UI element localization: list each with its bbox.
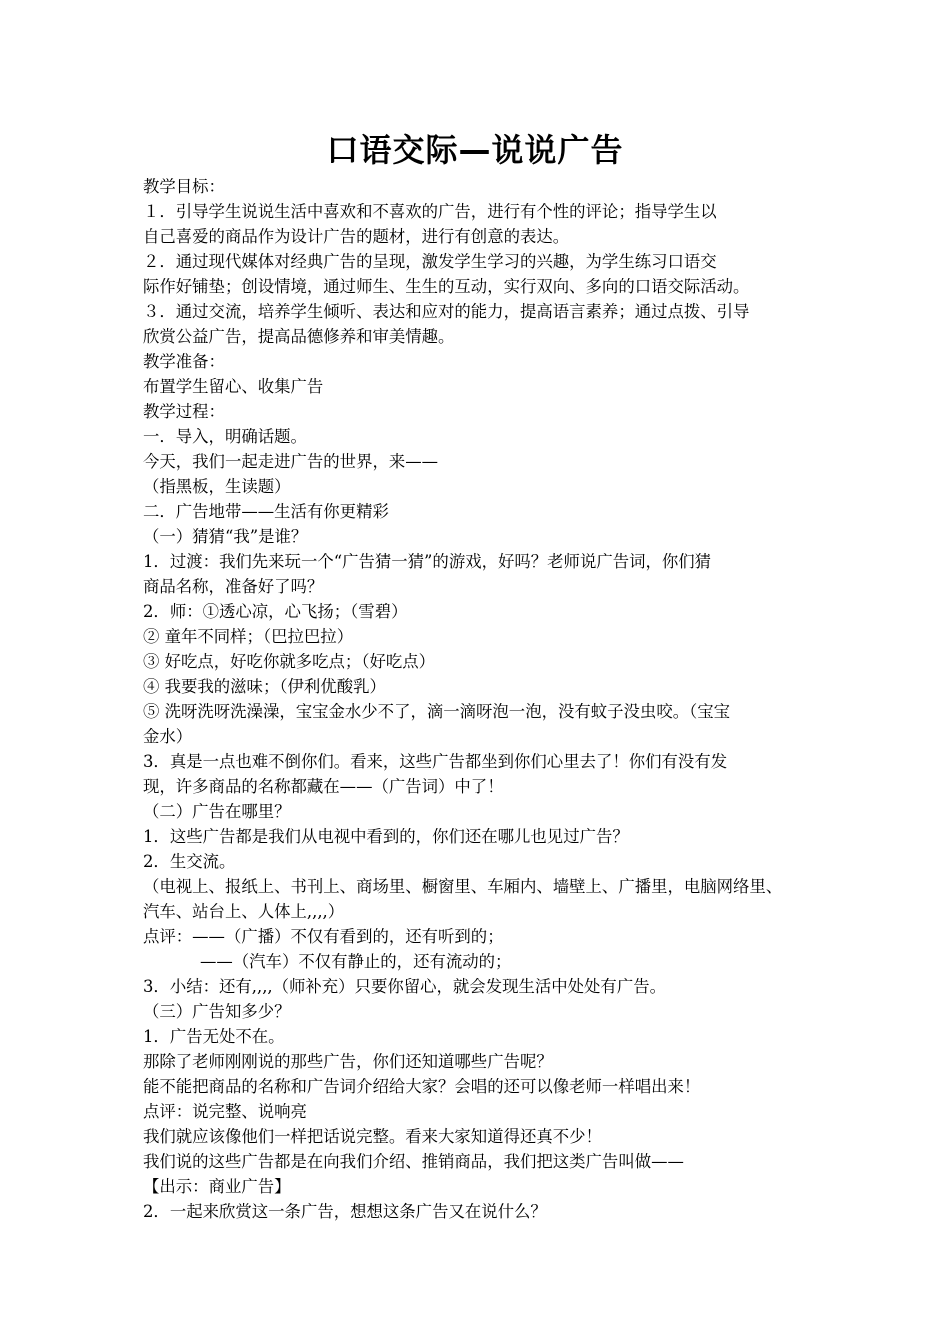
text-line: 欣赏公益广告，提高品德修养和审美情趣。 xyxy=(143,327,455,346)
text-line: 今天，我们一起走进广告的世界，来—— xyxy=(143,452,439,471)
text-line: ３．通过交流，培养学生倾听、表达和应对的能力，提高语言素养；通过点拨、引导 xyxy=(143,302,750,321)
text-line: 一．导入，明确话题。 xyxy=(143,427,307,446)
page-title: 口语交际—说说广告 xyxy=(326,131,624,169)
text-line: 教学过程： xyxy=(143,402,225,421)
text-line: 教学目标： xyxy=(143,177,225,196)
text-line: 二．广告地带——生活有你更精彩 xyxy=(143,502,389,521)
text-line: 1．过渡：我们先来玩一个“广告猜一猜”的游戏，好吗？老师说广告词，你们猜 xyxy=(143,552,712,571)
text-line: 际作好铺垫；创设情境，通过师生、生生的互动，实行双向、多向的口语交际活动。 xyxy=(143,277,750,296)
text-line: （一）猜猜“我”是谁？ xyxy=(143,527,308,546)
text-line: 1．广告无处不在。 xyxy=(143,1027,285,1046)
text-line: 自己喜爱的商品作为设计广告的题材，进行有创意的表达。 xyxy=(143,227,570,246)
text-line: （电视上、报纸上、书刊上、商场里、橱窗里、车厢内、墙壁上、广播里，电脑网络里、 xyxy=(143,877,783,896)
text-line: 我们就应该像他们一样把话说完整。看来大家知道得还真不少！ xyxy=(143,1127,602,1146)
text-line: （三）广告知多少？ xyxy=(143,1002,291,1021)
text-line: ⑤ 洗呀洗呀洗澡澡，宝宝金水少不了，滴一滴呀泡一泡，没有蚊子没虫咬。（宝宝 xyxy=(143,702,731,721)
text-line: ④ 我要我的滋味；（伊利优酸乳） xyxy=(143,677,386,696)
text-line: 3．真是一点也难不倒你们。看来，这些广告都坐到你们心里去了！你们有没有发 xyxy=(143,752,728,771)
text-line: 那除了老师刚刚说的那些广告，你们还知道哪些广告呢？ xyxy=(143,1052,553,1071)
text-line: 布置学生留心、收集广告 xyxy=(143,377,324,396)
text-line: 【出示：商业广告】 xyxy=(143,1177,291,1196)
text-line: １．引导学生说说生活中喜欢和不喜欢的广告，进行有个性的评论；指导学生以 xyxy=(143,202,717,221)
text-line: （二）广告在哪里？ xyxy=(143,802,291,821)
text-line: 2．生交流。 xyxy=(143,852,236,871)
text-line: 我们说的这些广告都是在向我们介绍、推销商品，我们把这类广告叫做—— xyxy=(143,1152,684,1171)
text-line: 2．一起来欣赏这一条广告，想想这条广告又在说什么？ xyxy=(143,1202,547,1221)
text-line: ② 童年不同样；（巴拉巴拉） xyxy=(143,627,354,646)
text-line: 汽车、站台上、人体上,,,,） xyxy=(143,902,345,921)
text-line-indented: ——（汽车）不仅有静止的，还有流动的； xyxy=(200,952,512,971)
document-body xyxy=(143,174,823,1224)
text-line: 3．小结：还有,,,,（师补充）只要你留心，就会发现生活中处处有广告。 xyxy=(143,977,666,996)
text-line: 2．师：①透心凉，心飞扬；（雪碧） xyxy=(143,602,408,621)
text-line: （指黑板，生读题） xyxy=(143,477,291,496)
text-line: 能不能把商品的名称和广告词介绍给大家？会唱的还可以像老师一样唱出来！ xyxy=(143,1077,701,1096)
text-line: 教学准备： xyxy=(143,352,225,371)
text-line: 现，许多商品的名称都藏在——（广告词）中了！ xyxy=(143,777,504,796)
text-line: 1．这些广告都是我们从电视中看到的，你们还在哪儿也见过广告？ xyxy=(143,827,629,846)
text-line: 商品名称，准备好了吗？ xyxy=(143,577,324,596)
text-line: ２．通过现代媒体对经典广告的呈现，激发学生学习的兴趣，为学生练习口语交 xyxy=(143,252,717,271)
text-line: ③ 好吃点，好吃你就多吃点；（好吃点） xyxy=(143,652,436,671)
text-line: 点评：说完整、说响亮 xyxy=(143,1102,307,1121)
text-line: 金水） xyxy=(143,727,193,746)
text-line: 点评：——（广播）不仅有看到的，还有听到的； xyxy=(143,927,504,946)
